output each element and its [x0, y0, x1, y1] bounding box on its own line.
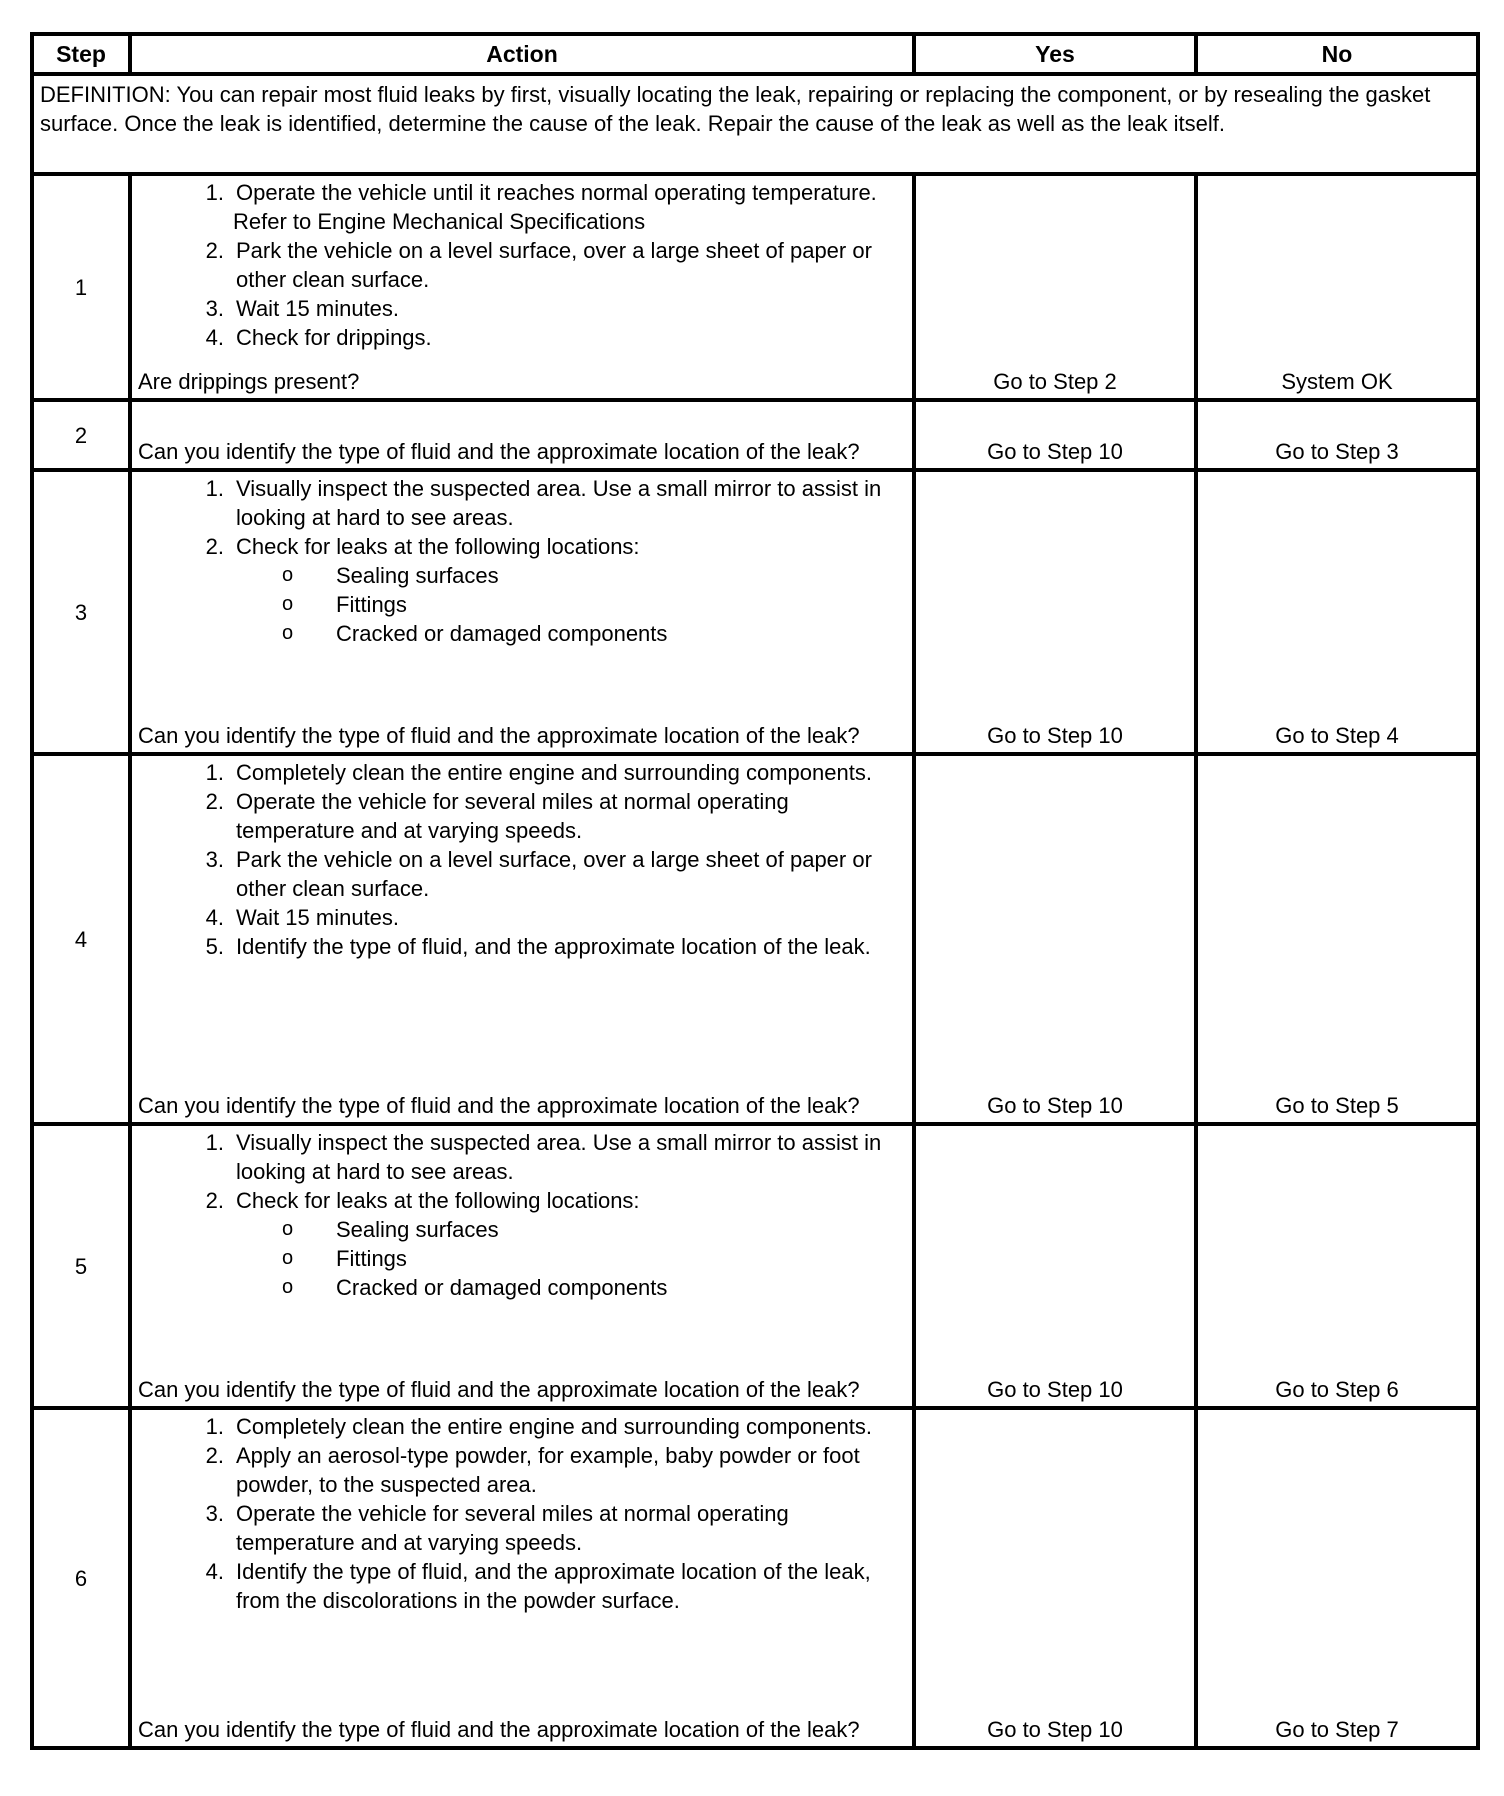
step-number: 3: [32, 470, 130, 754]
step-number: 5: [32, 1124, 130, 1408]
item-number: 4.: [205, 325, 224, 350]
item-number: 3.: [205, 847, 224, 872]
yes-result: Go to Step 10: [914, 754, 1196, 1124]
sub-item: [236, 619, 912, 648]
item-text: Check for leaks at the following locations:: [236, 1188, 640, 1213]
item-number: 2.: [205, 238, 224, 263]
no-result: Go to Step 7: [1196, 1408, 1478, 1748]
action-list: [132, 236, 912, 352]
item-number: 2.: [205, 534, 224, 559]
item-text: Park the vehicle on a level surface, over a large sheet of paper or other clean surface.: [236, 238, 872, 292]
sub-item: [236, 1215, 912, 1244]
action-item: [132, 1499, 912, 1557]
header-no: No: [1196, 34, 1478, 74]
header-row: [32, 34, 1478, 74]
item-text: Wait 15 minutes.: [236, 296, 400, 321]
no-result: Go to Step 4: [1196, 470, 1478, 754]
sub-item-text: Fittings: [336, 592, 407, 617]
action-item: [132, 474, 912, 532]
action-item: [132, 236, 912, 294]
action-item: [132, 903, 912, 932]
action-list: [132, 756, 912, 961]
table-row-step-6: [32, 1408, 1478, 1748]
question-text: Can you identify the type of fluid and the approximate location of the leak?: [138, 1093, 860, 1118]
bullet-icon: o: [282, 1247, 294, 1269]
action-list: [132, 1410, 912, 1615]
diagnostic-table: [30, 32, 1480, 1750]
action-cell: [130, 754, 914, 1124]
item-number: 1.: [205, 1414, 224, 1439]
no-result: Go to Step 5: [1196, 754, 1478, 1124]
sub-item: [236, 590, 912, 619]
bullet-icon: o: [282, 1218, 294, 1240]
item-text: Identify the type of fluid, and the approximate location of the leak.: [236, 934, 871, 959]
item-text: Identify the type of fluid, and the approximate location of the leak, from the discolorations in the powder surface.: [236, 1559, 871, 1613]
yes-result: Go to Step 2: [914, 174, 1196, 400]
action-list: [132, 176, 912, 207]
item-number: 2.: [205, 1443, 224, 1468]
bullet-icon: o: [282, 564, 294, 586]
item-text: Operate the vehicle until it reaches normal operating temperature.: [236, 180, 877, 205]
item-number: 4.: [205, 905, 224, 930]
action-cell: [130, 174, 914, 400]
item-text: Check for leaks at the following locations:: [236, 534, 640, 559]
item-text: Completely clean the entire engine and surrounding components.: [236, 1414, 872, 1439]
item-text: Operate the vehicle for several miles at normal operating temperature and at varying speeds.: [236, 1501, 789, 1555]
action-list: [132, 472, 912, 648]
yes-result: Go to Step 10: [914, 1408, 1196, 1748]
item-number: 5.: [205, 934, 224, 959]
header-step: Step: [32, 34, 130, 74]
action-cell: [130, 1408, 914, 1748]
action-cell: [130, 1124, 914, 1408]
item-number: 2.: [205, 789, 224, 814]
step-number: 2: [32, 400, 130, 470]
no-result: Go to Step 3: [1196, 400, 1478, 470]
sub-item-text: Cracked or damaged components: [336, 1275, 668, 1300]
item-number: 1.: [205, 1130, 224, 1155]
action-item: [132, 178, 912, 207]
item-number: 3.: [205, 296, 224, 321]
question-text: Can you identify the type of fluid and the approximate location of the leak?: [138, 723, 860, 748]
action-item: [132, 294, 912, 323]
sub-item: [236, 561, 912, 590]
bullet-icon: o: [282, 622, 294, 644]
item-text: Check for drippings.: [236, 325, 432, 350]
item-number: 4.: [205, 1559, 224, 1584]
no-result: Go to Step 6: [1196, 1124, 1478, 1408]
definition-row: [32, 74, 1478, 174]
yes-result: Go to Step 10: [914, 400, 1196, 470]
item-number: 2.: [205, 1188, 224, 1213]
action-item: [132, 1412, 912, 1441]
yes-result: Go to Step 10: [914, 470, 1196, 754]
question-text: Can you identify the type of fluid and the approximate location of the leak?: [138, 1717, 860, 1742]
item-number: 3.: [205, 1501, 224, 1526]
bullet-icon: o: [282, 593, 294, 615]
sub-item-text: Fittings: [336, 1246, 407, 1271]
no-result: System OK: [1196, 174, 1478, 400]
action-item: [132, 845, 912, 903]
question-text: Are drippings present?: [138, 369, 360, 394]
action-item: [132, 1186, 912, 1302]
sub-item-text: Sealing surfaces: [336, 1217, 499, 1242]
item-text: Wait 15 minutes.: [236, 905, 400, 930]
action-cell: [130, 400, 914, 470]
action-item: [132, 1128, 912, 1186]
action-item: [132, 1557, 912, 1615]
step-number: 1: [32, 174, 130, 400]
step-number: 6: [32, 1408, 130, 1748]
definition-text: DEFINITION: You can repair most fluid leaks by first, visually locating the leak, repairing or replacing the component, or by resealing the gasket surface. Once the leak is identified, determine the cause of the leak. Repair the cause of the leak as well as the leak itself.: [32, 74, 1478, 174]
action-item: [132, 532, 912, 648]
action-item: [132, 1441, 912, 1499]
sub-item-text: Cracked or damaged components: [336, 621, 668, 646]
item-text: Visually inspect the suspected area. Use a small mirror to assist in looking at hard to see areas.: [236, 1130, 882, 1184]
table-row-step-1: [32, 174, 1478, 400]
action-item: [132, 758, 912, 787]
action-item: [132, 932, 912, 961]
question-text: Can you identify the type of fluid and the approximate location of the leak?: [138, 439, 860, 464]
sub-item: [236, 1273, 912, 1302]
sub-list: [236, 1215, 912, 1302]
item-text: Operate the vehicle for several miles at normal operating temperature and at varying speeds.: [236, 789, 789, 843]
sub-list: [236, 561, 912, 648]
action-list: [132, 1126, 912, 1302]
sub-item: [236, 1244, 912, 1273]
table-row-step-3: [32, 470, 1478, 754]
action-item: [132, 787, 912, 845]
item-text: Visually inspect the suspected area. Use a small mirror to assist in looking at hard to see areas.: [236, 476, 882, 530]
yes-result: Go to Step 10: [914, 1124, 1196, 1408]
sub-item-text: Sealing surfaces: [336, 563, 499, 588]
table-row-step-4: [32, 754, 1478, 1124]
item-text: Park the vehicle on a level surface, over a large sheet of paper or other clean surface.: [236, 847, 872, 901]
action-cell: [130, 470, 914, 754]
item-text: Completely clean the entire engine and surrounding components.: [236, 760, 872, 785]
item-number: 1.: [205, 180, 224, 205]
question-text: Can you identify the type of fluid and the approximate location of the leak?: [138, 1377, 860, 1402]
bullet-icon: o: [282, 1276, 294, 1298]
action-note: Refer to Engine Mechanical Specifications: [233, 209, 646, 234]
table-row-step-5: [32, 1124, 1478, 1408]
item-number: 1.: [205, 760, 224, 785]
header-action: Action: [130, 34, 914, 74]
item-text: Apply an aerosol-type powder, for example, baby powder or foot powder, to the suspected area.: [236, 1443, 860, 1497]
header-yes: Yes: [914, 34, 1196, 74]
action-item: [132, 323, 912, 352]
table-row-step-2: [32, 400, 1478, 470]
step-number: 4: [32, 754, 130, 1124]
item-number: 1.: [205, 476, 224, 501]
